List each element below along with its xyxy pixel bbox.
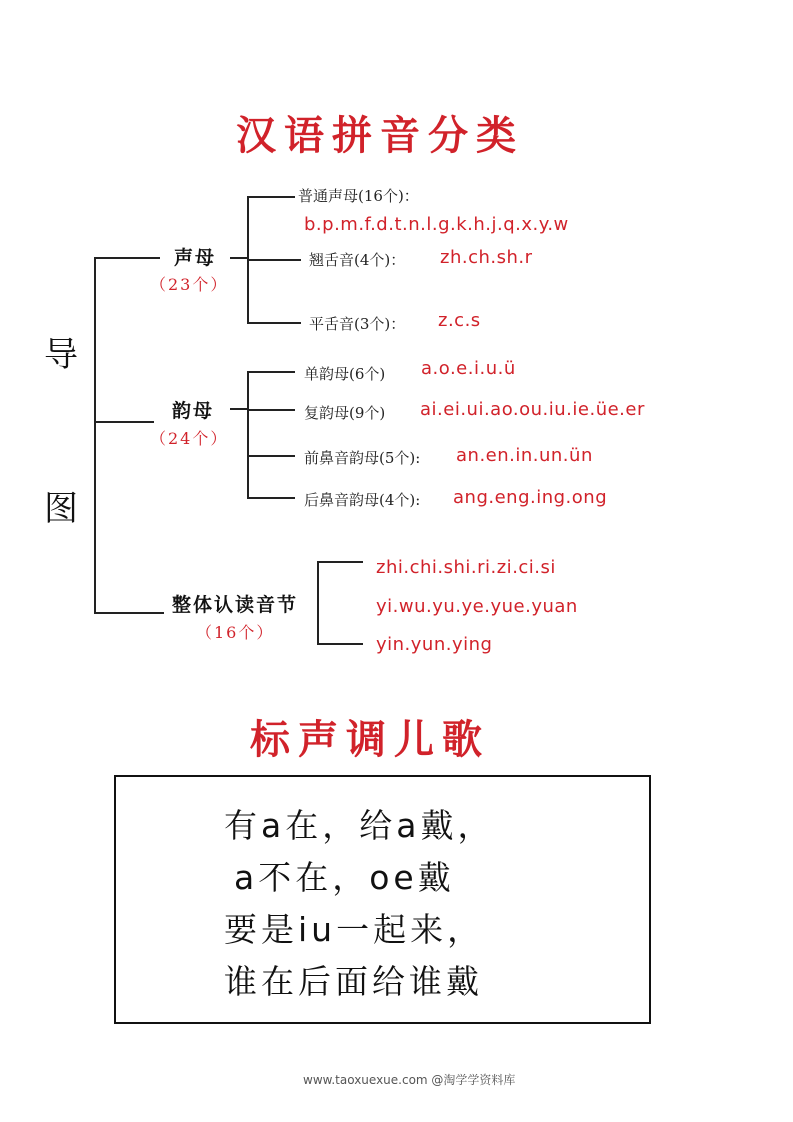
song-line-1: 有a在，给a戴， bbox=[224, 806, 495, 845]
branch-zhengti bbox=[94, 612, 164, 614]
shengmu-link bbox=[230, 257, 248, 259]
yunmu-tick-4 bbox=[247, 497, 295, 499]
yunmu-tick-2 bbox=[247, 409, 295, 411]
shengmu-group-3-value: z.c.s bbox=[438, 310, 481, 331]
guide-char-1: 导 bbox=[44, 335, 78, 375]
yunmu-group-2-label: 复韵母(9个) bbox=[304, 404, 386, 422]
zhengti-row-3: yin.yun.ying bbox=[376, 634, 493, 655]
yunmu-count: （24个） bbox=[150, 429, 229, 448]
shengmu-group-1-value: b.p.m.f.d.t.n.l.g.k.h.j.q.x.y.w bbox=[304, 214, 569, 235]
yunmu-group-4-value: ang.eng.ing.ong bbox=[453, 487, 608, 508]
shengmu-label: 声母 bbox=[174, 247, 217, 269]
zhengti-count: （16个） bbox=[196, 623, 275, 642]
branch-shengmu bbox=[94, 257, 160, 259]
yunmu-link bbox=[230, 408, 248, 410]
yunmu-group-3-value: an.en.in.un.ün bbox=[456, 445, 593, 466]
shengmu-group-2-label: 翘舌音(4个)： bbox=[309, 251, 406, 269]
song-title: 标声调儿歌 bbox=[250, 717, 490, 763]
shengmu-group-3-label: 平舌音(3个)： bbox=[309, 315, 406, 333]
zhengti-label: 整体认读音节 bbox=[172, 594, 299, 616]
yunmu-group-1-value: a.o.e.i.u.ü bbox=[421, 358, 516, 379]
yunmu-group-1-label: 单韵母(6个) bbox=[304, 365, 386, 383]
song-line-3: 要是iu一起来， bbox=[224, 910, 485, 949]
yunmu-group-3-label: 前鼻音韵母(5个): bbox=[304, 449, 421, 467]
page-title: 汉语拼音分类 bbox=[236, 113, 524, 159]
yunmu-group-2-value: ai.ei.ui.ao.ou.iu.ie.üe.er bbox=[420, 399, 645, 420]
yunmu-tick-1 bbox=[247, 371, 295, 373]
zhengti-row-2: yi.wu.yu.ye.yue.yuan bbox=[376, 596, 578, 617]
zhengti-tick-2 bbox=[317, 643, 363, 645]
zhengti-tick-1 bbox=[317, 561, 363, 563]
guide-char-2: 图 bbox=[44, 489, 78, 529]
shengmu-tick-2 bbox=[247, 259, 301, 261]
shengmu-tick-1 bbox=[247, 196, 295, 198]
shengmu-count: （23个） bbox=[150, 275, 229, 294]
song-line-4: 谁在后面给谁戴 bbox=[224, 962, 483, 1001]
shengmu-group-2-value: zh.ch.sh.r bbox=[440, 247, 533, 268]
shengmu-group-1-label: 普通声母(16个)： bbox=[298, 187, 419, 205]
tree-trunk bbox=[94, 257, 96, 613]
yunmu-label: 韵母 bbox=[172, 400, 215, 422]
branch-yunmu bbox=[94, 421, 154, 423]
zhengti-row-1: zhi.chi.shi.ri.zi.ci.si bbox=[376, 557, 556, 578]
shengmu-tick-3 bbox=[247, 322, 301, 324]
yunmu-group-4-label: 后鼻音韵母(4个): bbox=[304, 491, 421, 509]
yunmu-bracket bbox=[247, 371, 249, 498]
song-line-2: a不在，oe戴 bbox=[234, 858, 455, 897]
footer-watermark: www.taoxuexue.com @淘学学资料库 bbox=[303, 1073, 516, 1087]
zhengti-bracket bbox=[317, 561, 319, 645]
yunmu-tick-3 bbox=[247, 455, 295, 457]
